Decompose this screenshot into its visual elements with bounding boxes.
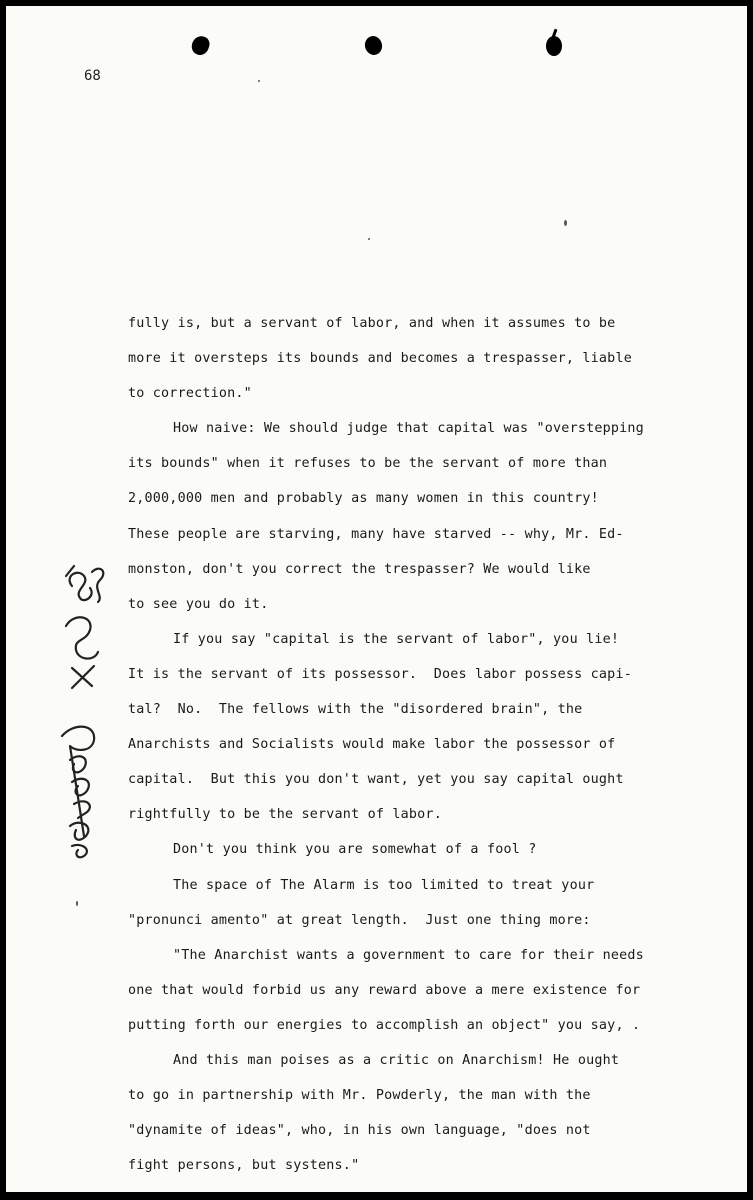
text-line: The space of The Alarm is too limited to treat your xyxy=(173,877,595,893)
text-line: its bounds" when it refuses to be the servant of more than xyxy=(128,456,608,472)
text-line: And this man poises as a critic on Anarchism! He ought xyxy=(173,1052,620,1068)
handwriting-signature-icon xyxy=(44,546,114,866)
text-line: fully is, but a servant of labor, and when it assumes to be xyxy=(128,316,616,331)
text-line: 2,000,000 men and probably as many women in this country! xyxy=(128,491,599,507)
text-line: How naive: We should judge that capital was "overstepping xyxy=(173,421,644,437)
text-line: fight persons, but systens." xyxy=(128,1158,360,1174)
text-line: Don't you think you are somewhat of a fool ? xyxy=(173,842,537,858)
punch-hole-center xyxy=(363,34,384,57)
text-line: rightfully to be the servant of labor. xyxy=(128,807,442,823)
text-line: more it oversteps its bounds and becomes a trespasser, liable xyxy=(128,351,632,367)
handwritten-exhibit-annotation xyxy=(44,546,114,866)
dust-speck xyxy=(258,80,260,82)
text-line: capital. But this you don't want, yet you say capital ought xyxy=(128,772,624,788)
text-line: to see you do it. xyxy=(128,596,269,612)
punch-hole-left xyxy=(189,34,211,58)
text-line: monston, don't you correct the trespasser? We would like xyxy=(128,561,591,577)
text-line: If you say "capital is the servant of labor", you lie! xyxy=(173,631,620,647)
text-line: "pronunci amento" at great length. Just one thing more: xyxy=(128,912,591,928)
dust-speck xyxy=(76,901,78,906)
punch-hole-right xyxy=(546,36,562,56)
document-page xyxy=(6,6,747,1192)
text-line: It is the servant of its possessor. Does labor possess capi- xyxy=(128,666,632,682)
dust-speck xyxy=(368,238,370,240)
text-line: Anarchists and Socialists would make labor the possessor of xyxy=(128,737,616,753)
dust-speck xyxy=(564,220,567,226)
text-line: to go in partnership with Mr. Powderly, the man with the xyxy=(128,1088,591,1104)
page-number: 68 xyxy=(84,68,101,84)
text-line: one that would forbid us any reward above a mere existence for xyxy=(128,982,641,998)
typed-letter-body xyxy=(128,306,728,1183)
text-line: putting forth our energies to accomplish an object" you say, . xyxy=(128,1017,641,1033)
text-line: tal? No. The fellows with the "disordered brain", the xyxy=(128,702,583,718)
text-line: "dynamite of ideas", who, in his own language, "does not xyxy=(128,1123,591,1139)
text-line: These people are starving, many have starved -- why, Mr. Ed- xyxy=(128,526,624,542)
text-line: "The Anarchist wants a government to care for their needs xyxy=(173,947,644,963)
text-line: to correction." xyxy=(128,386,252,402)
